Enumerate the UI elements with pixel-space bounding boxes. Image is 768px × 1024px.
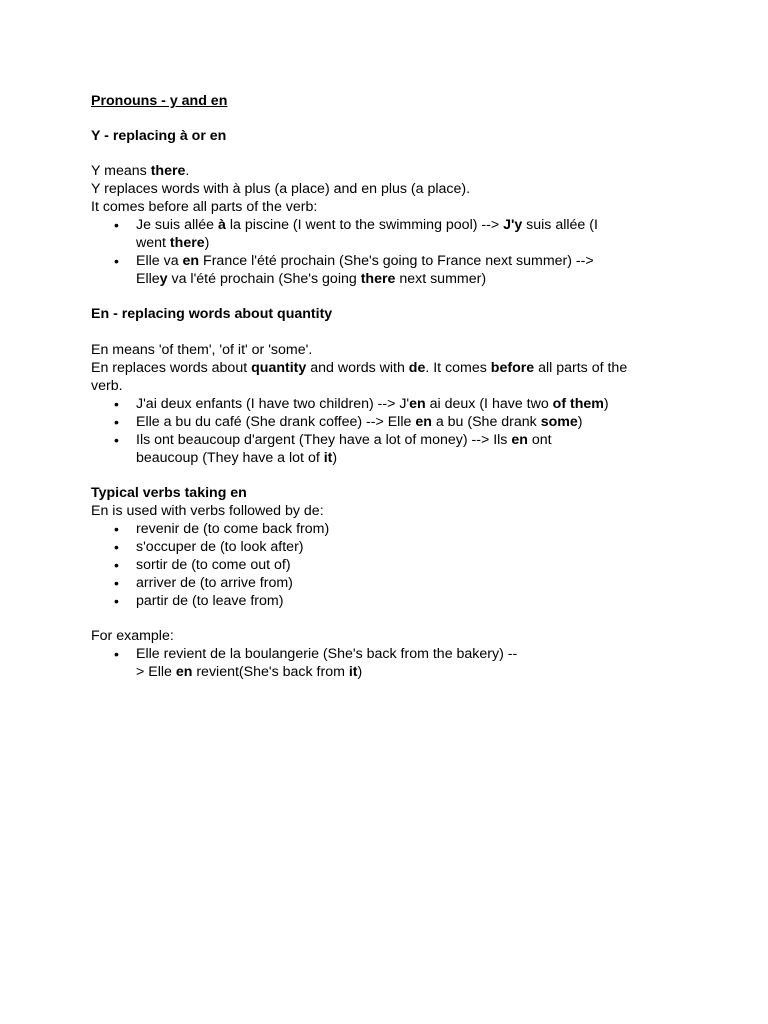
bold-text: à (218, 217, 226, 233)
bold-text: quantity (251, 360, 307, 376)
bold-text: en (175, 664, 193, 680)
text-line (136, 395, 671, 413)
text-run: suis allée (I (522, 217, 598, 233)
bold-text: there (169, 235, 205, 251)
bullet-item (91, 520, 671, 538)
text-line (91, 180, 671, 198)
text-line (91, 627, 671, 645)
text-run: sortir de (to come out of) (136, 557, 291, 573)
text-line (136, 270, 671, 288)
text-run: all parts of the (534, 360, 628, 376)
text-line (136, 234, 671, 252)
text-run: next summer) (395, 271, 487, 287)
text-run: . It comes (425, 360, 491, 376)
section-verbs-heading: Typical verbs taking en (91, 485, 247, 501)
bold-text: J'y (503, 217, 523, 233)
text-line (136, 645, 671, 663)
text-run: arriver de (to arrive from) (136, 575, 293, 591)
text-line (136, 216, 671, 234)
text-run: beaucoup (They have a lot of (136, 450, 324, 466)
bold-text: de (408, 360, 426, 376)
bullet-item (91, 592, 671, 610)
document-content (91, 92, 671, 681)
section-en (91, 305, 671, 467)
section-example-body (91, 627, 671, 645)
text-line (136, 520, 671, 538)
text-run: and words with (306, 360, 409, 376)
text-run: s'occuper de (to look after) (136, 539, 304, 555)
text-run: . (185, 163, 190, 179)
text-run: Elle (136, 271, 160, 287)
text-run: En replaces words about (91, 360, 252, 376)
section-example-bullets (91, 645, 671, 681)
section-verbs-body (91, 502, 671, 520)
text-run: went (136, 235, 170, 251)
bold-text: en (415, 414, 432, 430)
text-line (136, 449, 671, 467)
bold-text: it (323, 450, 333, 466)
text-line (136, 592, 671, 610)
section-y-heading: Y - replacing à or en (91, 128, 227, 144)
bold-text: en (182, 253, 200, 269)
text-run: Elle va (136, 253, 183, 269)
bullet-item (91, 556, 671, 574)
text-line (136, 556, 671, 574)
text-line (136, 538, 671, 556)
text-line (91, 162, 671, 180)
text-line (91, 341, 671, 359)
text-run: Je suis allée (136, 217, 219, 233)
text-run: ) (577, 414, 583, 430)
text-line (136, 413, 671, 431)
section-y (91, 127, 671, 288)
section-example (91, 627, 671, 681)
bullet-item (91, 645, 671, 681)
section-en-body (91, 341, 671, 395)
bold-text: en (511, 432, 528, 448)
bold-text: y (159, 271, 168, 287)
text-line (91, 198, 671, 216)
text-line (91, 377, 671, 395)
bold-text: en (409, 396, 426, 412)
text-run: partir de (to leave from) (136, 593, 284, 609)
text-run: It comes before all parts of the verb: (91, 199, 318, 215)
text-line (136, 431, 671, 449)
text-run: revenir de (to come back from) (136, 521, 330, 537)
section-verbs-bullets (91, 520, 671, 610)
text-run: Ils ont beaucoup d'argent (They have a lot of money) --> Ils (136, 432, 512, 448)
text-run: France l'été prochain (She's going to France next summer) --> (199, 253, 594, 269)
bullet-item (91, 395, 671, 413)
text-run: Elle a bu du café (She drank coffee) --> Elle (136, 414, 416, 430)
section-y-bullets (91, 216, 671, 288)
text-line (91, 359, 671, 377)
text-line (136, 574, 671, 592)
bullet-item (91, 216, 671, 252)
section-verbs (91, 484, 671, 610)
bold-text: some (540, 414, 578, 430)
section-en-heading: En - replacing words about quantity (91, 306, 333, 322)
bullet-item (91, 413, 671, 431)
text-run: revient(She's back from (192, 664, 349, 680)
text-run: ) (357, 664, 363, 680)
text-line (136, 663, 671, 681)
text-run: For example: (91, 628, 174, 644)
text-run: En means 'of them', 'of it' or 'some'. (91, 342, 313, 358)
text-run: Y means (91, 163, 151, 179)
text-run: ) (603, 396, 609, 412)
text-run: ) (332, 450, 338, 466)
bold-text: of them (552, 396, 604, 412)
text-run: va l'été prochain (She's going (167, 271, 361, 287)
bullet-item (91, 252, 671, 288)
text-run: a bu (She drank (431, 414, 541, 430)
text-run: verb. (91, 378, 123, 394)
text-run: J'ai deux enfants (I have two children) --> J' (136, 396, 410, 412)
section-y-body (91, 162, 671, 216)
text-run: En is used with verbs followed by de: (91, 503, 324, 519)
bold-text: before (490, 360, 535, 376)
text-run: Elle revient de la boulangerie (She's back from the bakery) -- (136, 646, 518, 662)
text-run: ) (204, 235, 210, 251)
section-en-bullets (91, 395, 671, 467)
document-title: Pronouns - y and en (91, 93, 228, 109)
text-run: ont (527, 432, 552, 448)
bullet-item (91, 574, 671, 592)
text-line (136, 252, 671, 270)
text-line (91, 502, 671, 520)
bullet-item (91, 431, 671, 467)
bold-text: there (150, 163, 186, 179)
text-run: ai deux (I have two (425, 396, 553, 412)
bullet-item (91, 538, 671, 556)
text-run: la piscine (I went to the swimming pool) --> (225, 217, 504, 233)
text-run: Y replaces words with à plus (a place) and en plus (a place). (91, 181, 471, 197)
bold-text: there (360, 271, 396, 287)
bold-text: it (348, 664, 358, 680)
text-run: > Elle (136, 664, 176, 680)
